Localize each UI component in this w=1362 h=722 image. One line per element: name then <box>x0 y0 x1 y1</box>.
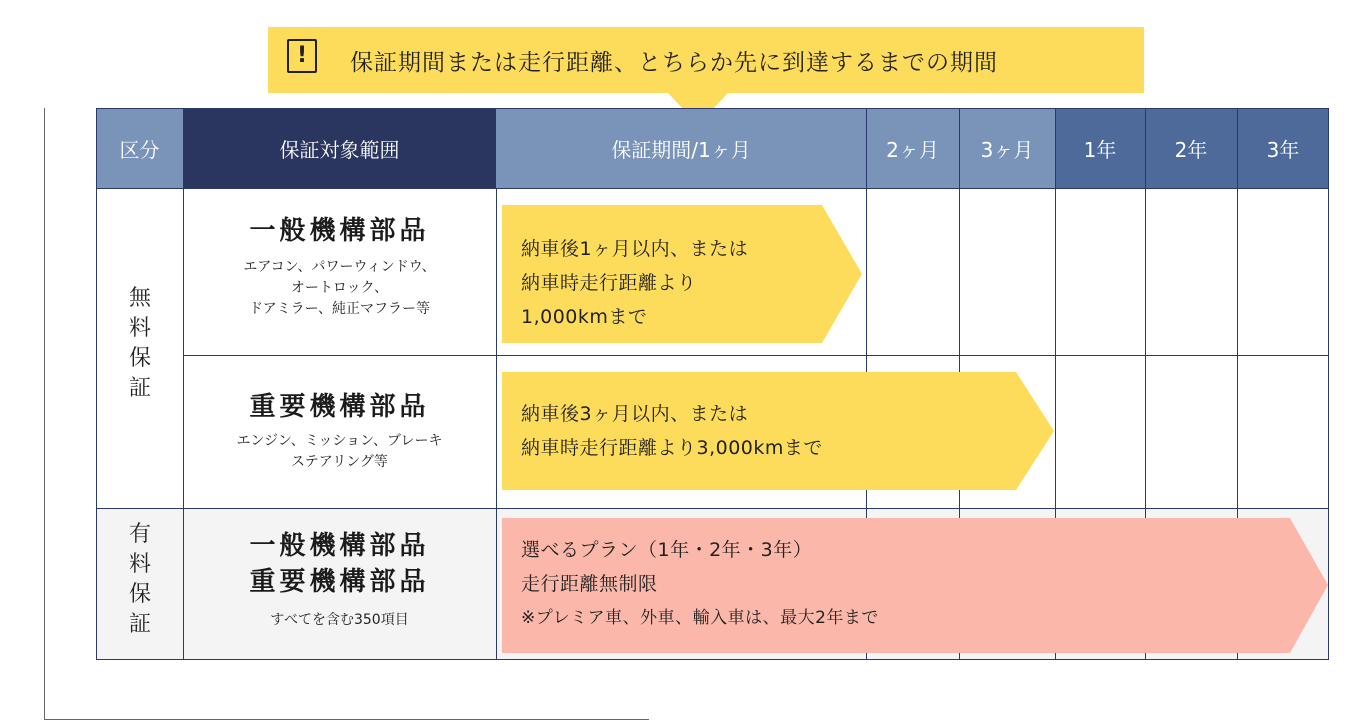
header-period-2y: 2年 <box>1145 108 1237 188</box>
general-parts-title: 一般機構部品 <box>249 216 430 246</box>
grid-line <box>96 108 1329 109</box>
important-parts-cell <box>183 386 496 473</box>
general-parts-desc: エアコン、パワーウィンドウ、 オートロック、 ドアミラー、純正マフラー等 <box>243 259 436 317</box>
header-period-2m: 2ヶ月 <box>866 108 959 188</box>
grid-line <box>96 188 1329 189</box>
header-period-3y: 3年 <box>1237 108 1329 188</box>
paid-warranty-label: 有 料 保 証 <box>128 522 151 637</box>
paid-general-title: 一般機構部品 <box>249 531 430 561</box>
free-important-period-text: 納車後3ヶ月以内、または 納車時走行距離より3,000kmまで <box>521 403 823 459</box>
general-parts-cell <box>183 210 496 320</box>
free-warranty-label: 無 料 保 証 <box>128 286 151 401</box>
free-general-period-text: 納車後1ヶ月以内、または 納車時走行距離より 1,000kmまで <box>521 238 749 328</box>
paid-parts-desc: すべてを含む350項目 <box>270 612 409 628</box>
header-period-3m: 3ヶ月 <box>959 108 1055 188</box>
header-period-1m: 保証期間/1ヶ月 <box>496 108 866 188</box>
callout-text: 保証期間または走行距離、とちらか先に到達するまでの期間 <box>350 50 998 76</box>
grid-line <box>1328 108 1329 660</box>
paid-period-text: 選べるプラン（1年・2年・3年） 走行距離無制限 ※プレミア車、外車、輸入車は、最大2年まで <box>521 539 879 628</box>
divider-vertical <box>44 108 45 720</box>
grid-line <box>496 188 497 660</box>
header-scope: 保証対象範囲 <box>183 108 496 188</box>
exclamation-icon: ! <box>287 39 317 73</box>
warranty-table <box>96 108 1329 660</box>
important-parts-title: 重要機構部品 <box>249 392 430 422</box>
paid-important-title: 重要機構部品 <box>249 567 430 597</box>
paid-parts-cell <box>183 528 496 631</box>
important-parts-desc: エンジン、ミッション、ブレーキ ステアリング等 <box>236 433 443 470</box>
grid-line <box>96 508 1329 509</box>
header-period-1y: 1年 <box>1055 108 1145 188</box>
grid-line <box>183 355 1329 356</box>
divider-horizontal <box>44 719 649 720</box>
header-category: 区分 <box>96 108 183 188</box>
grid-line <box>96 659 1329 660</box>
grid-line <box>96 108 97 660</box>
